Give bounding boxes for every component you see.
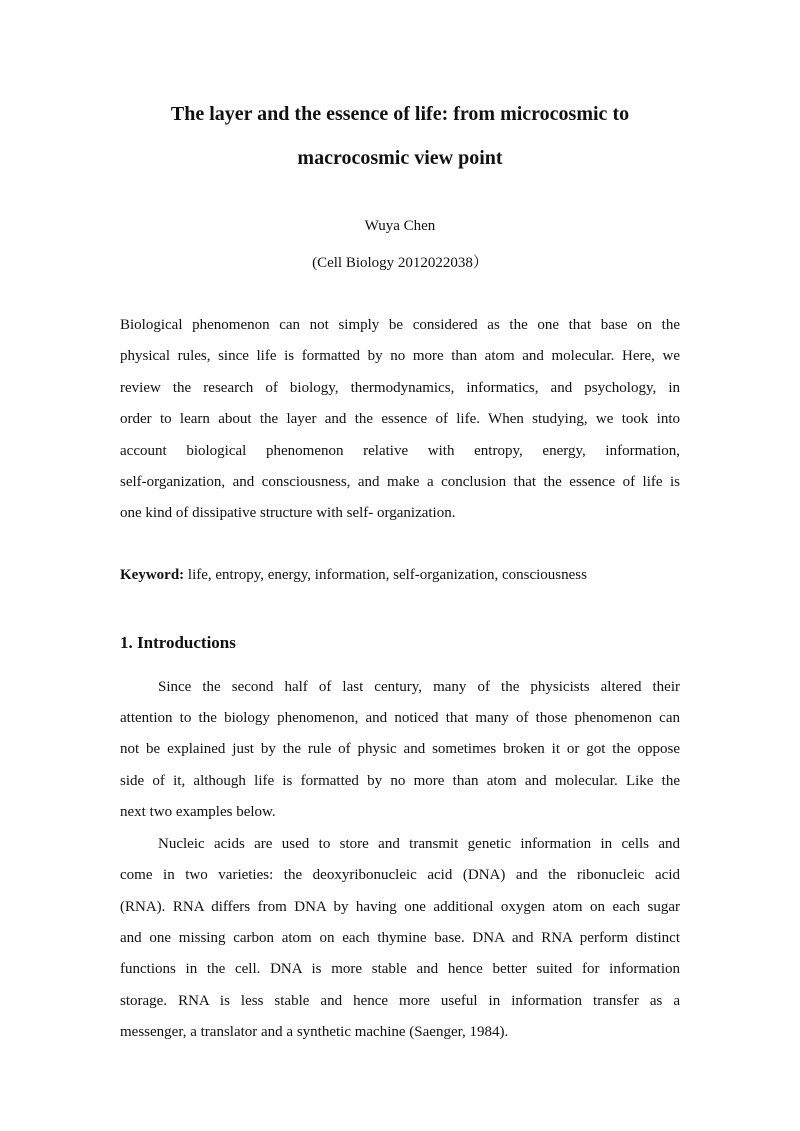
text-line: account biological phenomenon relative with entropy, energy, information,: [120, 442, 680, 459]
text-line: one kind of dissipative structure with self- organization.: [120, 505, 456, 522]
text-line: next two examples below.: [120, 804, 276, 821]
text-line: The layer and the essence of life: from microcosmic to: [170, 103, 630, 125]
section-heading-introductions: 1. Introductions: [120, 633, 236, 653]
text-line: not be explained just by the rule of physic and sometimes broken it or got the oppose: [120, 741, 680, 758]
author-name: Wuya Chen: [364, 218, 436, 234]
text-line: functions in the cell. DNA is more stable and hence better suited for information: [120, 961, 680, 978]
intro-paragraph-2: [120, 829, 680, 1049]
keyword-label: Keyword:: [120, 566, 185, 583]
author-block: [120, 208, 680, 282]
keyword-text: life, entropy, energy, information, self-organization, consciousness: [184, 566, 587, 583]
text-line: order to learn about the layer and the essence of life. When studying, we took into: [120, 411, 680, 428]
text-line: storage. RNA is less stable and hence more useful in information transfer as a: [120, 992, 680, 1009]
abstract-paragraph: [120, 310, 680, 530]
intro-paragraph-1: [120, 672, 680, 829]
text-line: attention to the biology phenomenon, and noticed that many of those phenomenon can: [120, 710, 680, 727]
keyword-line: [120, 560, 680, 591]
text-line: messenger, a translator and a synthetic machine (Saenger, 1984).: [120, 1024, 509, 1041]
text-line: macrocosmic view point: [297, 147, 503, 169]
text-line: Nucleic acids are used to store and transmit genetic information in cells and: [158, 835, 680, 852]
section-body: [120, 672, 680, 1049]
text-line: side of it, although life is formatted by no more than atom and molecular. Like the: [120, 772, 680, 789]
text-line: review the research of biology, thermodynamics, informatics, and psychology, in: [120, 379, 680, 396]
text-line: Since the second half of last century, many of the physicists altered their: [158, 678, 680, 695]
paper-title: [120, 92, 680, 180]
text-line: (RNA). RNA differs from DNA by having one additional oxygen atom on each sugar: [120, 898, 680, 915]
text-line: Biological phenomenon can not simply be considered as the one that base on the: [120, 317, 680, 333]
text-line: physical rules, since life is formatted by no more than atom and molecular. Here, we: [120, 348, 680, 365]
author-affiliation: (Cell Biology 2012022038）: [312, 255, 488, 271]
text-line: come in two varieties: the deoxyribonucleic acid (DNA) and the ribonucleic acid: [120, 867, 680, 884]
text-line: self-organization, and consciousness, and make a conclusion that the essence of life is: [120, 474, 680, 491]
text-line: and one missing carbon atom on each thymine base. DNA and RNA perform distinct: [120, 929, 680, 946]
